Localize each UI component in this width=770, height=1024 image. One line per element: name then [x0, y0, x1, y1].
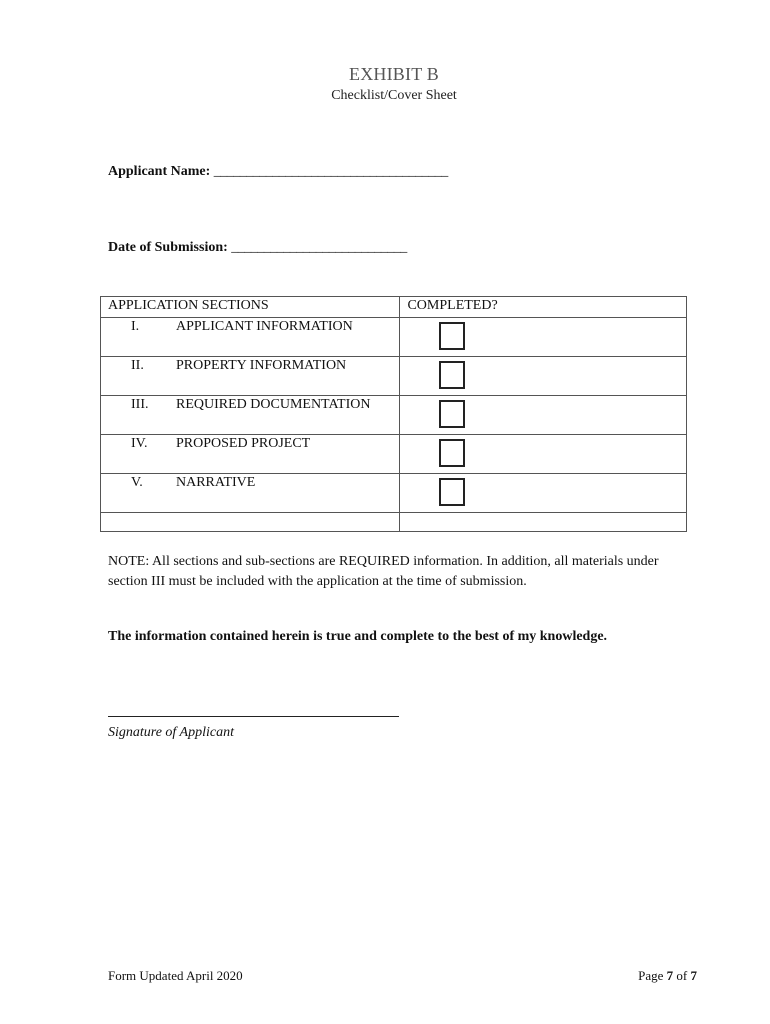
page-current: 7: [666, 968, 674, 983]
applicant-name-blank[interactable]: ____________________________________: [213, 164, 448, 179]
applicant-name-label: Applicant Name:: [108, 164, 211, 179]
exhibit-title: EXHIBIT B: [349, 64, 439, 84]
section-name: APPLICANT INFORMATION: [176, 319, 353, 334]
completed-checkbox-ii[interactable]: [439, 361, 465, 389]
signature-line[interactable]: [108, 704, 399, 717]
col-header-completed: COMPLETED?: [400, 297, 687, 318]
table-row: [101, 474, 687, 513]
empty-cell: [400, 513, 687, 532]
section-name: PROPERTY INFORMATION: [176, 358, 347, 373]
empty-cell: [101, 513, 400, 532]
col-header-sections: APPLICATION SECTIONS: [101, 297, 400, 318]
section-number: V.: [131, 475, 143, 490]
certification-statement: The information contained herein is true and complete to the best of my knowledge.: [108, 629, 608, 644]
checklist-table: [100, 296, 687, 532]
section-number: III.: [131, 397, 149, 412]
signature-label: Signature of Applicant: [108, 725, 234, 740]
page-prefix: Page: [638, 968, 667, 983]
table-row: [101, 357, 687, 396]
note-paragraph: NOTE: All sections and sub-sections are REQUIRED information. In addition, all materials under section III must be included with the application at the time of submission.: [108, 554, 659, 589]
section-name: NARRATIVE: [176, 475, 256, 490]
footer-page-number: [638, 968, 697, 984]
completed-checkbox-iv[interactable]: [439, 439, 465, 467]
completed-checkbox-v[interactable]: [439, 478, 465, 506]
section-name: PROPOSED PROJECT: [176, 436, 311, 451]
table-header-row: [101, 297, 687, 318]
date-of-submission-field[interactable]: [108, 240, 407, 256]
completed-checkbox-i[interactable]: [439, 322, 465, 350]
completed-checkbox-iii[interactable]: [439, 400, 465, 428]
footer-form-updated: Form Updated April 2020: [108, 968, 243, 983]
section-number: II.: [131, 358, 144, 373]
exhibit-subtitle: Checklist/Cover Sheet: [331, 88, 457, 103]
table-row-empty: [101, 513, 687, 532]
applicant-name-field[interactable]: [108, 164, 448, 180]
section-number: I.: [131, 319, 140, 334]
section-name: REQUIRED DOCUMENTATION: [176, 397, 371, 412]
date-of-submission-label: Date of Submission:: [108, 240, 228, 255]
table-row: [101, 318, 687, 357]
page-of: of: [673, 968, 691, 983]
table-row: [101, 396, 687, 435]
section-number: IV.: [131, 436, 148, 451]
table-row: [101, 435, 687, 474]
page-total: 7: [690, 968, 697, 983]
date-of-submission-blank[interactable]: ___________________________: [231, 240, 407, 255]
